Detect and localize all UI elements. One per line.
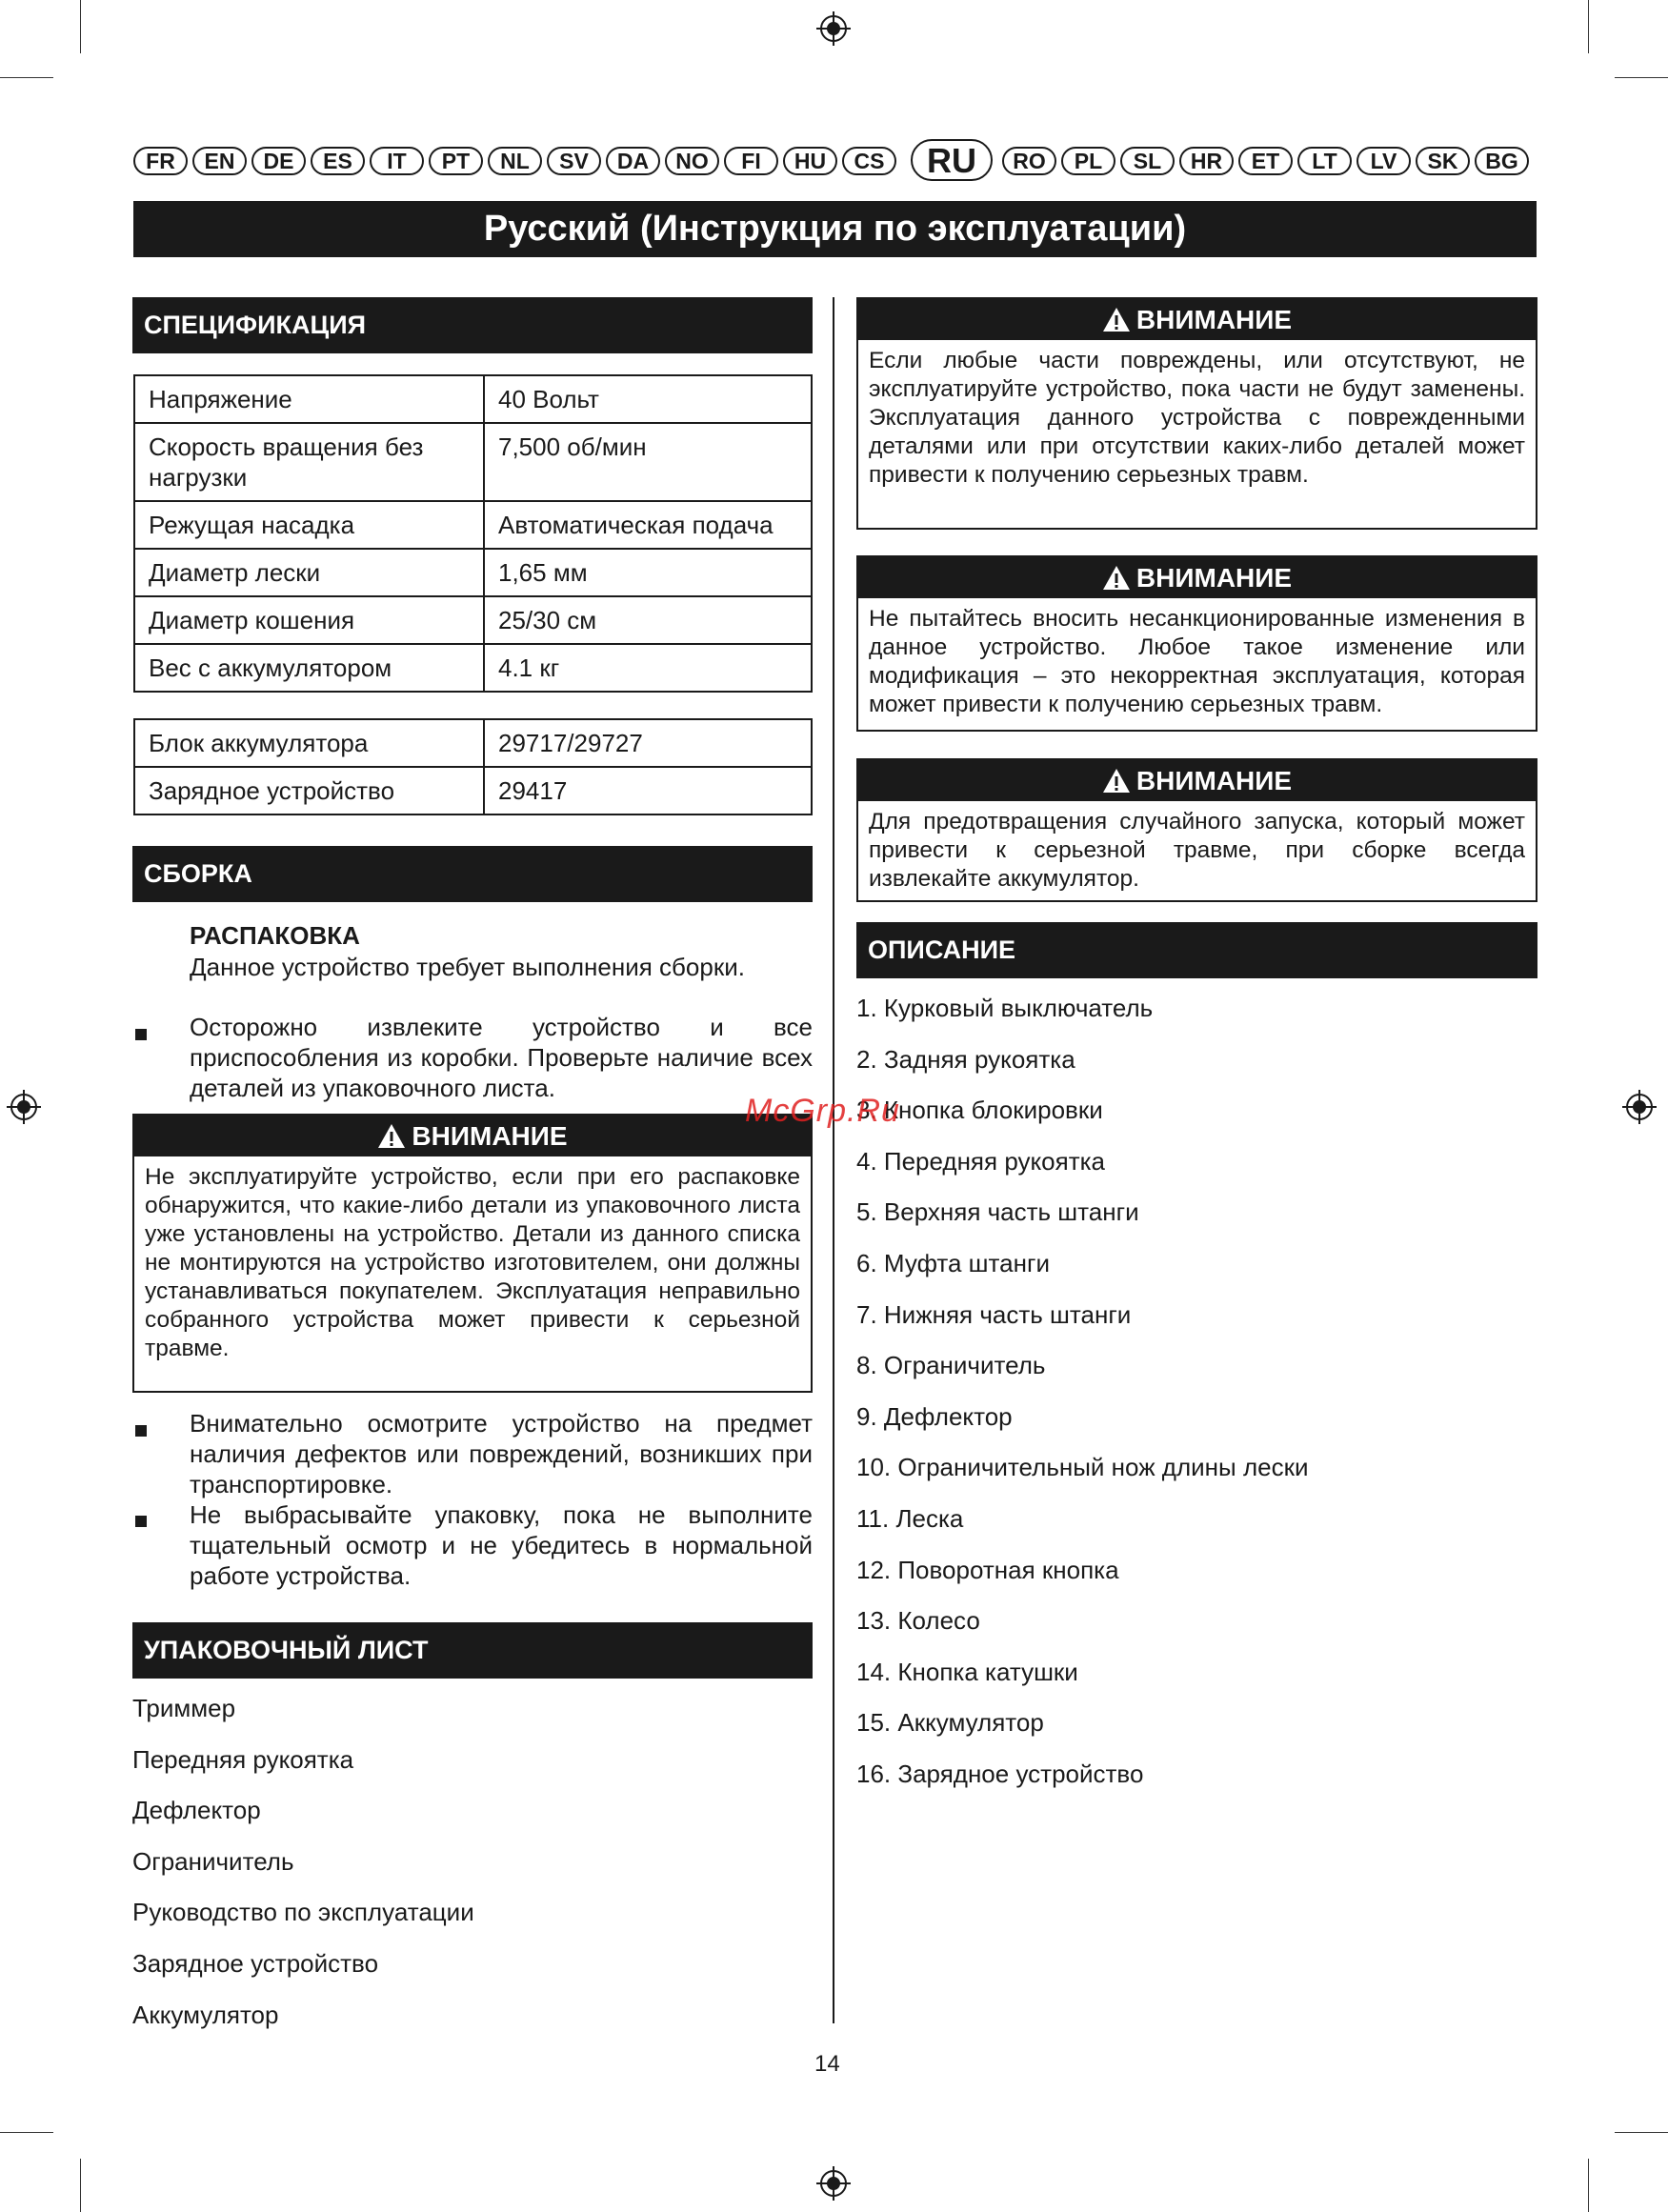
language-pill: FI	[724, 147, 778, 175]
bullet-icon	[135, 1029, 147, 1040]
language-pill: SV	[547, 147, 601, 175]
language-pill: NO	[665, 147, 719, 175]
warning-text: Для предотвращения случайного запуска, который может привести к серьезной травме, при сборке всегда извлекайте аккумулятор.	[869, 809, 1525, 892]
page-number: 14	[814, 2051, 840, 2077]
list-item: Зарядное устройство	[132, 1948, 379, 1978]
spec-heading: СПЕЦИФИКАЦИЯ	[132, 297, 813, 353]
language-pill: FR	[133, 147, 188, 175]
packing-heading: УПАКОВОЧНЫЙ ЛИСТ	[132, 1622, 813, 1679]
table-row: Напряжение 40 Вольт	[134, 375, 812, 423]
warning-box	[856, 758, 1537, 902]
language-selector	[133, 143, 1537, 181]
language-pill: IT	[370, 147, 424, 175]
column-divider	[833, 297, 834, 2023]
unpacking-title: РАСПАКОВКА	[190, 921, 360, 950]
list-item: Аккумулятор	[132, 2000, 279, 2029]
language-pill: SL	[1120, 147, 1175, 175]
warning-box	[856, 297, 1537, 530]
warning-triangle-icon	[1102, 565, 1131, 591]
list-item: 6. Муфта штанги	[856, 1248, 1050, 1277]
bullet-icon	[135, 1425, 147, 1437]
crop-mark	[1615, 77, 1668, 78]
table-row: Скорость вращения без нагрузки 7,500 об/мин	[134, 423, 812, 501]
registration-mark-top	[814, 10, 853, 48]
language-pill: LT	[1297, 147, 1352, 175]
crop-mark	[80, 0, 81, 53]
warning-triangle-icon	[1102, 307, 1131, 332]
warning-text: Не эксплуатируйте устройство, если при его распаковке обнаружится, что какие-либо детали из упаковочного листа уже установлены на устройство. Детали из данного списка не монтируются на устройство изготовителем, они должны устанавливаться покупателем. Эксплуатация неправильно собранного устройства может привести к серьезной травме.	[145, 1164, 800, 1361]
list-item: 4. Передняя рукоятка	[856, 1146, 1106, 1176]
table-row: Диаметр кошения 25/30 см	[134, 596, 812, 644]
language-pill: ES	[311, 147, 365, 175]
list-item: Триммер	[132, 1694, 236, 1722]
language-pill: PT	[429, 147, 483, 175]
assembly-heading: СБОРКА	[132, 846, 813, 902]
table-row: Блок аккумулятора 29717/29727	[134, 719, 812, 767]
warning-header: ВНИМАНИЕ	[858, 299, 1536, 340]
table-row: Диаметр лески 1,65 мм	[134, 549, 812, 596]
language-pill: DE	[251, 147, 306, 175]
crop-mark	[1588, 0, 1589, 53]
warning-triangle-icon	[1102, 768, 1131, 794]
warning-text: Если любые части повреждены, или отсутствуют, не эксплуатируйте устройство, пока части не будут заменены. Эксплуатация данного устройства с поврежденными деталями или при отсутствии каких-либо деталей может привести к получению серьезных травм.	[869, 348, 1525, 488]
registration-mark-right	[1620, 1088, 1658, 1126]
warning-box	[856, 555, 1537, 732]
language-pill: HR	[1179, 147, 1234, 175]
language-pill: EN	[192, 147, 247, 175]
battery-table	[133, 718, 813, 815]
watermark: McGrp.Ru	[745, 1093, 900, 1129]
list-item: Дефлектор	[132, 1796, 261, 1825]
description-heading: ОПИСАНИЕ	[856, 922, 1537, 978]
bullet-icon	[135, 1516, 147, 1527]
packing-list	[132, 1693, 474, 2050]
language-pill: DA	[606, 147, 660, 175]
list-item: Руководство по эксплуатации	[132, 1898, 474, 1927]
language-pill: PL	[1061, 147, 1115, 175]
registration-mark-left	[5, 1088, 43, 1126]
list-item: 7. Нижняя часть штанги	[856, 1299, 1132, 1329]
unpacking-text: Данное устройство требует выполнения сборки.	[190, 953, 745, 981]
table-row: Режущая насадка Автоматическая подача	[134, 501, 812, 549]
list-item: 3. Кнопка блокировки	[856, 1096, 1103, 1125]
bullet-text: Осторожно извлеките устройство и все приспособления из коробки. Проверьте наличие всех деталей из упаковочного листа.	[190, 1013, 813, 1102]
table-row: Зарядное устройство 29417	[134, 767, 812, 814]
crop-mark	[0, 2132, 53, 2133]
list-item: 1. Курковый выключатель	[856, 994, 1154, 1022]
language-pill: HU	[783, 147, 837, 175]
language-pill: BG	[1475, 147, 1529, 175]
language-pill: ET	[1238, 147, 1293, 175]
language-pill: NL	[488, 147, 542, 175]
spec-table	[133, 374, 813, 693]
list-item: Передняя рукоятка	[132, 1744, 354, 1774]
crop-mark	[1615, 2132, 1668, 2133]
warning-box	[132, 1114, 813, 1393]
crop-mark	[80, 2159, 81, 2212]
language-pill: LV	[1357, 147, 1411, 175]
language-pill: RO	[1002, 147, 1056, 175]
list-item: 15. Аккумулятор	[856, 1708, 1044, 1738]
warning-triangle-icon	[377, 1123, 406, 1149]
crop-mark	[1588, 2159, 1589, 2212]
warning-text: Не пытайтесь вносить несанкционированные изменения в данное устройство. Любое такое изменение или модификация – это некорректная эксплуатация, которая может привести к получению серьезных травм.	[869, 606, 1525, 717]
list-item: 13. Колесо	[856, 1606, 980, 1636]
warning-header: ВНИМАНИЕ	[858, 557, 1536, 598]
registration-mark-bottom	[814, 2164, 853, 2202]
table-row: Вес с аккумулятором 4.1 кг	[134, 644, 812, 692]
warning-header: ВНИМАНИЕ	[858, 760, 1536, 801]
list-item: Ограничитель	[132, 1846, 294, 1876]
bullet-text: Внимательно осмотрите устройство на предмет наличия дефектов или повреждений, возникших при транспортировке.	[190, 1409, 813, 1498]
list-item: 11. Леска	[856, 1503, 964, 1533]
list-item: 10. Ограничительный нож длины лески	[856, 1453, 1309, 1482]
language-pill-active: RU	[911, 139, 993, 181]
list-item: 16. Зарядное устройство	[856, 1759, 1144, 1788]
bullet-text: Не выбрасывайте упаковку, пока не выполните тщательный осмотр и не убедитесь в нормальной работе устройства.	[190, 1500, 813, 1590]
language-pill: CS	[842, 147, 896, 175]
warning-header: ВНИМАНИЕ	[134, 1116, 811, 1156]
list-item: 8. Ограничитель	[856, 1351, 1046, 1380]
page-title: Русский (Инструкция по эксплуатации)	[133, 201, 1537, 257]
list-item: 9. Дефлектор	[856, 1401, 1013, 1431]
list-item: 12. Поворотная кнопка	[856, 1555, 1119, 1584]
description-list	[856, 993, 1308, 1810]
list-item: 5. Верхняя часть штанги	[856, 1197, 1139, 1227]
list-item: 14. Кнопка катушки	[856, 1657, 1078, 1686]
language-pill: SK	[1416, 147, 1470, 175]
crop-mark	[0, 77, 53, 78]
list-item: 2. Задняя рукоятка	[856, 1044, 1075, 1074]
